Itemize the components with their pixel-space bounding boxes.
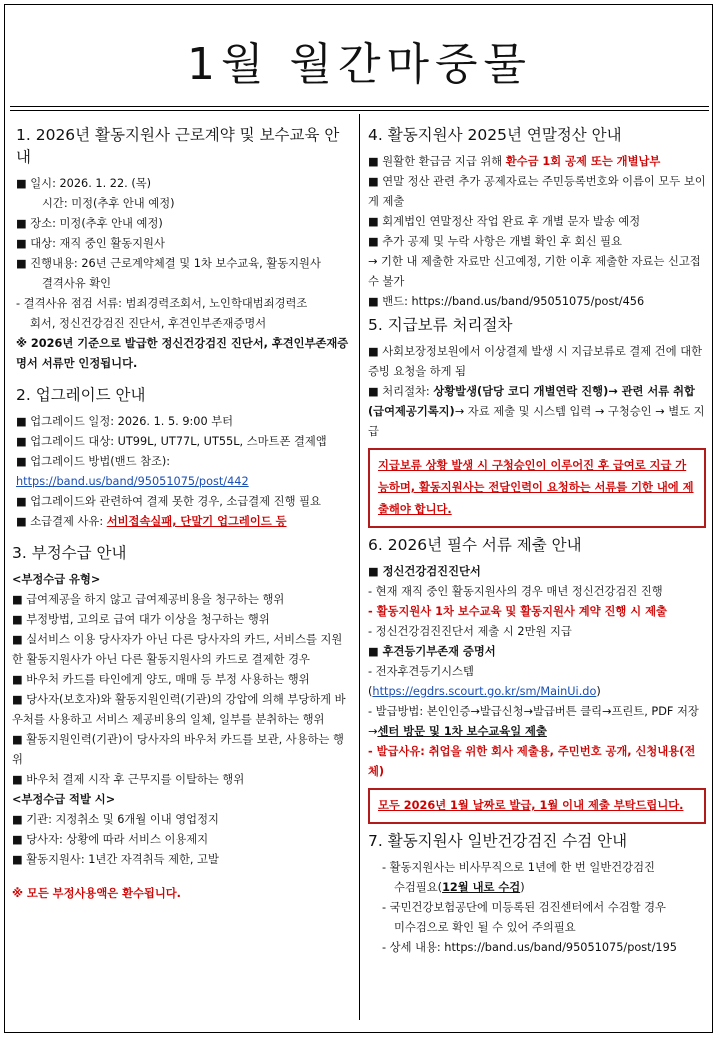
s1-date: ■ 일시: 2026. 1. 22. (목) [16, 177, 152, 190]
s4-line-1-red: 환수금 1회 공제 또는 개별납부 [505, 155, 661, 168]
s4-line-4: ■ 추가 공제 및 누락 사항은 개별 확인 후 회신 필요 [368, 235, 622, 248]
s7-line-1b-prefix: 수검필요( [394, 881, 443, 894]
s1-note: ※ 2026년 기준으로 발급한 정신건강검진 진단서, 후견인부존재증명서 서류만 인정됩니다. [16, 337, 349, 370]
s4-line-5: → 기한 내 제출한 자료만 신고예정, 기한 이후 제출한 자료는 신고접수 불가 [368, 255, 701, 288]
s3-types-title: <부정수급 유형> [12, 573, 101, 586]
s2-line-5 [16, 512, 349, 532]
s2-line-4: ■ 업그레이드와 관련하여 결제 못한 경우, 소급결제 진행 필요 [16, 495, 321, 508]
s5-line-2-suffix: → 자료 제출 및 시스템 입력 → 구청승인 → 별도 지급 [368, 405, 705, 438]
s1-content-1: ■ 진행내용: 26년 근로계약체결 및 1차 보수교육, 활동지원사 [16, 257, 321, 270]
s2-line-3: ■ 업그레이드 방법(밴드 참조): [16, 455, 171, 468]
s2-line-1: ■ 업그레이드 일정: 2026. 1. 5. 9:00 부터 [16, 415, 234, 428]
egdrs-link[interactable]: https://egdrs.scourt.go.kr/sm/MainUi.do [372, 685, 597, 698]
section-7 [368, 830, 706, 958]
s7-line-2b: 미수검으로 확인 될 수 있어 주의필요 [394, 921, 576, 934]
right-column [368, 122, 706, 958]
s4-band: ■ 밴드: https://band.us/band/95051075/post/456 [368, 295, 645, 308]
section-3 [12, 542, 349, 904]
s6-guardian-2 [368, 702, 706, 742]
s2-line-5-prefix: ■ 소급결제 사유: [16, 515, 107, 528]
s1-time: 시간: 미정(추후 안내 예정) [42, 197, 175, 210]
s7-line-3: - 상세 내용: https://band.us/band/95051075/post/195 [382, 941, 677, 954]
s7-line-2a: - 국민건강보험공단에 미등록된 검진센터에서 수검할 경우 [382, 901, 666, 914]
s6-mental-2: - 활동지원사 1차 보수교육 및 활동지원사 계약 진행 시 제출 [368, 605, 667, 618]
s6-guardian-title: ■ 후견등기부존재 증명서 [368, 645, 496, 658]
s1-docs-1: - 결격사유 점검 서류: 범죄경력조회서, 노인학대범죄경력조 [16, 297, 308, 310]
section-1-heading: 1. 2026년 활동지원사 근로계약 및 보수교육 안내 [16, 126, 340, 166]
section-2 [16, 384, 349, 532]
s5-line-2-prefix: ■ 처리절차: [368, 385, 434, 398]
s5-notice-box: 지급보류 상황 발생 시 구청승인이 이루어진 후 급여로 지급 가능하며, 활동지원사는 전담인력이 요청하는 서류를 기한 내에 제출해야 합니다. [368, 448, 706, 528]
s3-type-1: ■ 급여제공을 하지 않고 급여제공비용을 청구하는 행위 [12, 593, 285, 606]
s6-guardian-link-line: (https://egdrs.scourt.go.kr/sm/MainUi.do) [368, 685, 601, 698]
s6-mental-3: - 정신건강검진진단서 제출 시 2만원 지급 [368, 625, 572, 638]
s4-line-2: ■ 연말 정산 관련 추가 공제자료는 주민등록번호와 이름이 모두 보이게 제출 [368, 175, 706, 208]
s3-type-7: ■ 바우처 결제 시작 후 근무지를 이탈하는 행위 [12, 773, 245, 786]
s1-content-2: 결격사유 확인 [42, 277, 112, 290]
s3-penalty-title: <부정수급 적발 시> [12, 793, 116, 806]
section-6-heading: 6. 2026년 필수 서류 제출 안내 [368, 536, 582, 554]
s6-guardian-1: - 전자후견등기시스템 [368, 665, 474, 678]
title-divider [10, 106, 709, 107]
s3-type-5: ■ 당사자(보호자)와 활동지원인력(기관)의 강압에 의해 부당하게 바우처를 사용하고 서비스 제공비용의 일체, 일부를 분취하는 행위 [12, 693, 346, 726]
s3-penalty-3: ■ 활동지원사: 1년간 자격취득 제한, 고발 [12, 853, 219, 866]
s3-penalty-1: ■ 기관: 지정취소 및 6개월 이내 영업정지 [12, 813, 219, 826]
s4-line-1-prefix: ■ 원활한 환급금 지급 위해 [368, 155, 506, 168]
section-2-heading: 2. 업그레이드 안내 [16, 386, 146, 404]
section-1 [16, 124, 349, 374]
column-divider [359, 114, 360, 1020]
s1-target: ■ 대상: 재직 중인 활동지원사 [16, 237, 165, 250]
s3-type-4: ■ 바우처 카드를 타인에게 양도, 매매 등 부정 사용하는 행위 [12, 673, 310, 686]
section-4 [368, 124, 706, 312]
s2-line-2: ■ 업그레이드 대상: UT99L, UT77L, UT55L, 스마트폰 결제앱 [16, 435, 327, 448]
section-3-heading: 3. 부정수급 안내 [12, 544, 127, 562]
s6-guardian-3: - 발급사유: 취업을 위한 회사 제출용, 주민번호 공개, 신청내용(전체) [368, 745, 696, 778]
section-6 [368, 534, 706, 824]
section-5-heading: 5. 지급보류 처리절차 [368, 316, 513, 334]
section-5 [368, 314, 706, 528]
left-column [12, 122, 349, 904]
s7-line-1a: - 활동지원사는 비사무직으로 1년에 한 번 일반건강검진 [382, 861, 655, 874]
s6-mental-title: ■ 정신건강검진진단서 [368, 565, 481, 578]
s3-penalty-2: ■ 당사자: 상황에 따라 서비스 이용제지 [12, 833, 209, 846]
s2-line-5-red: 서비접속실패, 단말기 업그레이드 등 [106, 515, 287, 528]
page-title: 1월 월간마중물 [186, 39, 532, 90]
s7-line-1b-suffix: ) [520, 881, 525, 894]
s4-line-1 [368, 152, 706, 172]
s6-guardian-2-bold: 센터 방문 및 1차 보수교육일 제출 [377, 725, 547, 738]
s1-docs-2: 회서, 정신건강검진 진단서, 후견인부존재증명서 [30, 317, 267, 330]
title-divider-2 [10, 110, 709, 111]
section-4-heading: 4. 활동지원사 2025년 연말정산 안내 [368, 126, 622, 144]
s1-place: ■ 장소: 미정(추후 안내 예정) [16, 217, 163, 230]
band-link-442[interactable]: https://band.us/band/95051075/post/442 [16, 475, 249, 488]
s5-line-2-bold: 상황발생(담당 코디 개별연락 진행)→ 관련 서류 취합(급여제공기록지) [368, 385, 695, 418]
s5-line-2 [368, 382, 706, 442]
s5-line-1: ■ 사회보장정보원에서 이상결제 발생 시 지급보류로 결제 건에 대한 증빙 요청을 하게 됨 [368, 345, 703, 378]
s6-notice-box: 모두 2026년 1월 날짜로 발급, 1월 이내 제출 부탁드립니다. [368, 788, 706, 824]
s7-line-1b [368, 878, 706, 898]
s4-line-3: ■ 회계법인 연말정산 작업 완료 후 개별 문자 발송 예정 [368, 215, 641, 228]
s3-type-6: ■ 활동지원인력(기관)이 당사자의 바우처 카드를 보관, 사용하는 행위 [12, 733, 344, 766]
s7-line-1b-bold: 12월 내로 수검 [442, 881, 521, 894]
s6-mental-1: - 현재 재직 중인 활동지원사의 경우 매년 정신건강검진 진행 [368, 585, 663, 598]
s6-guardian-2-text: - 발급방법: 본인인증→발급신청→발급버튼 클릭→프린트, PDF 저장→ [368, 705, 699, 738]
s3-refund-note: ※ 모든 부정사용액은 환수됩니다. [12, 887, 181, 900]
s3-type-2: ■ 부정방법, 고의로 급여 대가 이상을 청구하는 행위 [12, 613, 270, 626]
s3-type-3: ■ 실서비스 이용 당사자가 아닌 다른 당사자의 카드, 서비스를 지원한 활동지원사가 아닌 다른 활동지원사의 카드로 결제한 경우 [12, 633, 343, 666]
section-7-heading: 7. 활동지원사 일반건강검진 수검 안내 [368, 832, 628, 850]
